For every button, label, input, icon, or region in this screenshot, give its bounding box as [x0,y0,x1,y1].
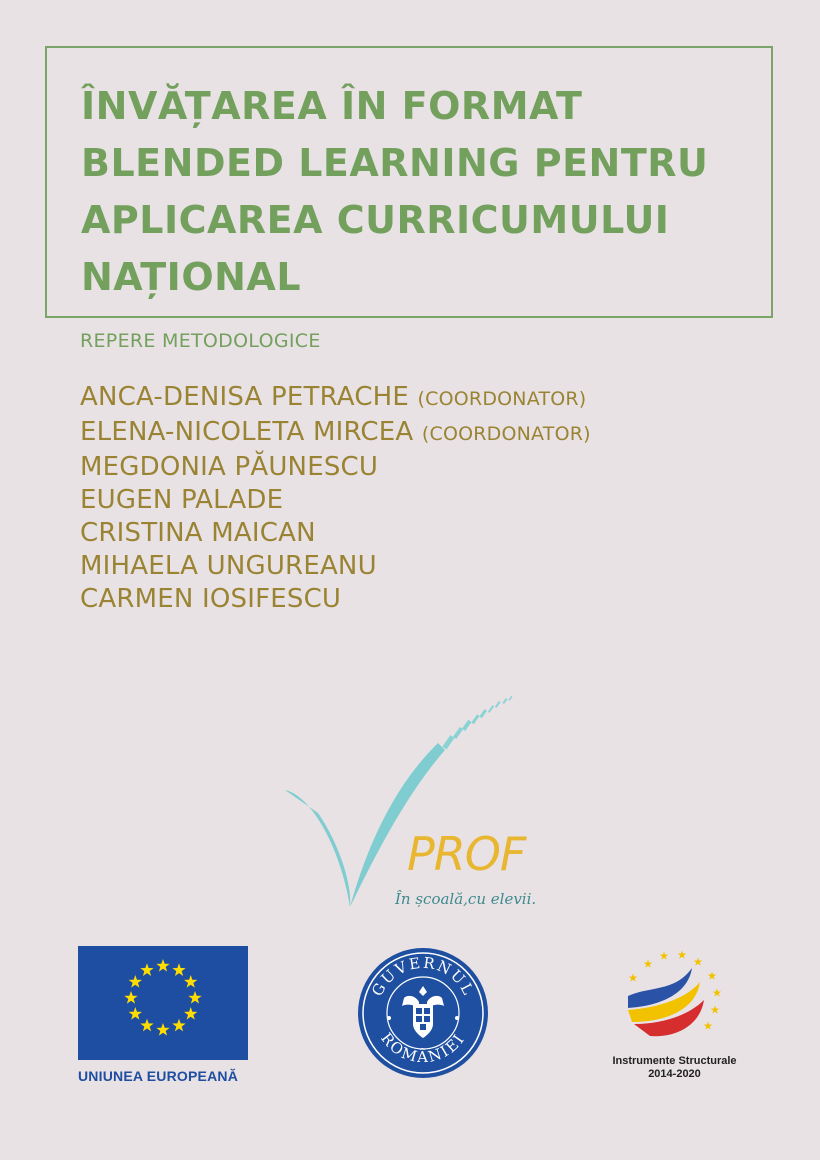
seal-text-top: GUVERNUL [368,953,478,1000]
author-item [80,550,591,583]
author-name: CARMEN IOSIFESCU [80,584,342,614]
structural-label-line1: Instrumente Structurale [612,1055,737,1067]
prof-tagline: În școală,cu elevii. [395,890,537,908]
author-name: MIHAELA UNGUREANU [80,551,377,581]
title-line: ÎNVĂȚAREA ÎN FORMAT [81,84,583,128]
author-name: ANCA-DENISA PETRACHE [80,382,410,412]
title-line: BLENDED LEARNING PENTRU [81,141,709,185]
author-name: CRISTINA MAICAN [80,518,316,548]
title-line: NAȚIONAL [81,255,302,299]
author-role: (COORDONATOR) [421,423,591,445]
author-item [80,451,591,484]
eu-stars [78,946,248,1060]
checkmark-logo-icon [280,695,540,915]
seal-text-bottom: ROMÂNIEI [377,1029,469,1067]
title-line: APLICAREA CURRICUMULUI [81,198,670,242]
title-frame [45,46,773,318]
author-role: (COORDONATOR) [417,388,587,410]
document-title [81,78,708,306]
document-subtitle: REPERE METODOLOGICE [80,330,321,352]
eu-label: UNIUNEA EUROPEANĂ [78,1068,239,1084]
eu-flag-icon [78,946,248,1060]
author-list [80,381,591,616]
author-item [80,416,591,451]
author-item [80,484,591,517]
author-name: EUGEN PALADE [80,485,284,515]
author-item [80,381,591,416]
author-item [80,517,591,550]
author-item [80,583,591,616]
stars-swoosh-icon [620,948,730,1048]
coat-of-arms-icon [356,946,490,1080]
structural-instruments-label [592,1055,757,1081]
prof-logo-text: PROF [407,827,526,881]
author-name: MEGDONIA PĂUNESCU [80,452,379,482]
author-name: ELENA-NICOLETA MIRCEA [80,417,414,447]
structural-label-line2: 2014-2020 [648,1068,701,1080]
